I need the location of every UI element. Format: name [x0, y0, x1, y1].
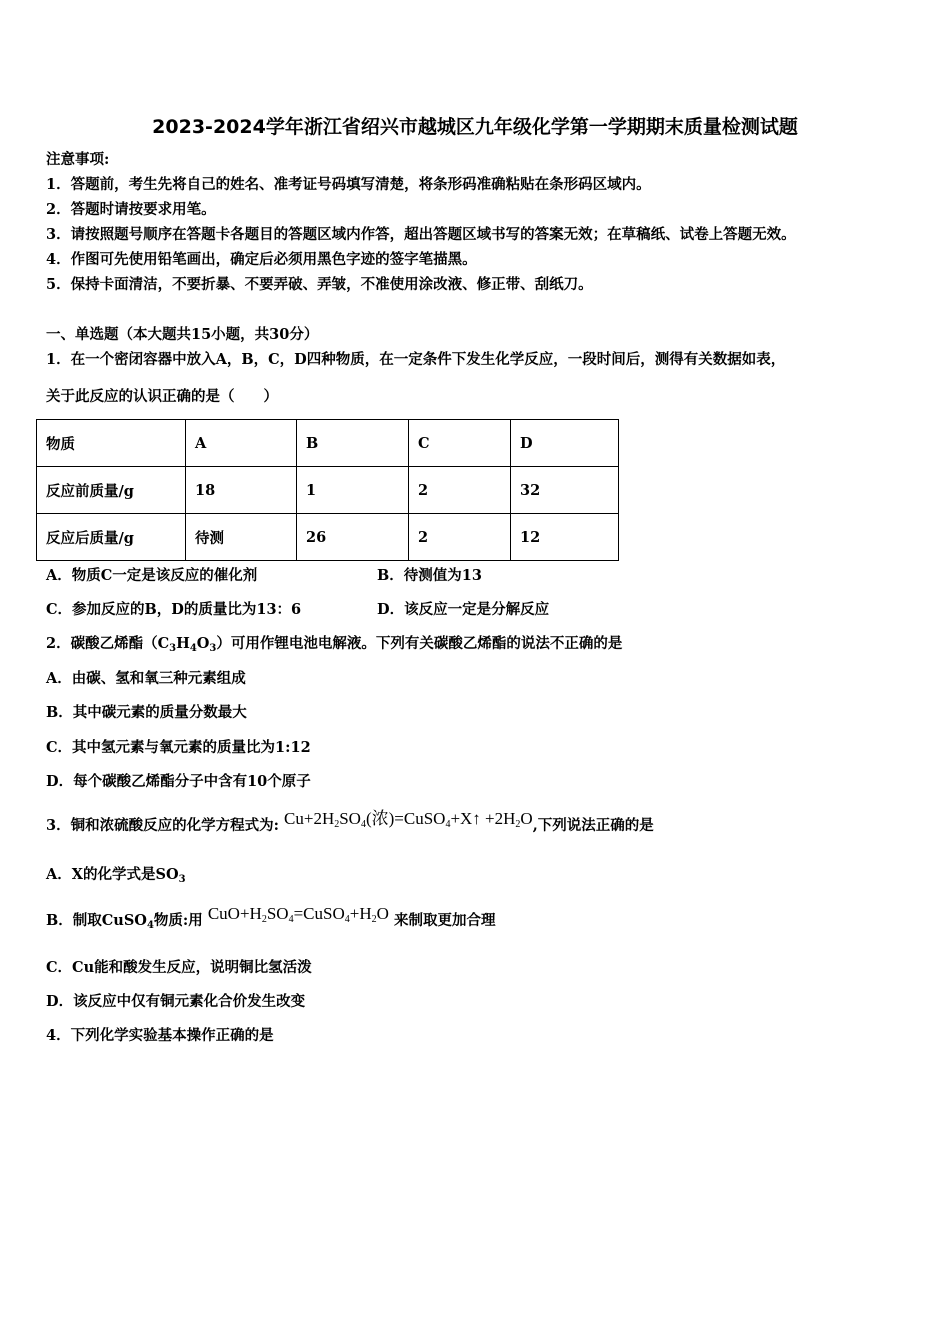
note-item-1: 1．答题前，考生先将自己的姓名、准考证号码填写清楚，将条形码准确粘贴在条形码区域内。 [46, 176, 651, 193]
page-title: 2023-2024学年浙江省绍兴市越城区九年级化学第一学期期末质量检测试题 [152, 116, 798, 138]
table-cell: 12 [511, 514, 619, 561]
table-cell: 26 [297, 514, 409, 561]
q1-option-b: B．待测值为13 [377, 567, 482, 584]
table-cell: 1 [297, 467, 409, 514]
table-cell: A [186, 420, 297, 467]
q3-option-d: D．该反应中仅有铜元素化合价发生改变 [46, 993, 306, 1010]
q1-option-c: C．参加反应的B，D的质量比为13：6 [46, 601, 302, 618]
note-item-2: 2．答题时请按要求用笔。 [46, 201, 216, 218]
table-cell: 2 [409, 467, 511, 514]
q2-stem: 2．碳酸乙烯酯$(C_3H_4O_3)$可用作锂电池电解液。下列有关碳酸乙烯酯的说法不正确的是 [46, 635, 623, 654]
table-cell: 2 [409, 514, 511, 561]
q3-equation: $Cu+2H_2SO_4$(浓)=CuSO$_4$+X↑ $+2H_2O$ [284, 809, 533, 830]
table-row [37, 467, 619, 514]
table-cell: 待测 [186, 514, 297, 561]
q3-option-b: B．制取CuSO$_4$物质:用 $CuO+H_2SO_4=CuSO_4+H_2O$ 来制取更加合理 [46, 904, 496, 931]
q2-option-a: A．由碳、氢和氧三种元素组成 [46, 670, 246, 687]
table-cell: 物质 [37, 420, 186, 467]
q2-option-c: C．其中氢元素与氧元素的质量比为1:12 [46, 739, 311, 756]
table-cell: 反应后质量/g [37, 514, 186, 561]
note-item-4: 4．作图可先使用铅笔画出，确定后必须用黑色字迹的签字笔描黑。 [46, 251, 477, 268]
q1-option-d: D．该反应一定是分解反应 [377, 601, 550, 618]
table-cell: D [511, 420, 619, 467]
q2-option-b: B．其中碳元素的质量分数最大 [46, 704, 247, 721]
note-item-5: 5．保持卡面清洁，不要折暴、不要弄破、弄皱，不准使用涂改液、修正带、刮纸刀。 [46, 276, 593, 293]
q3-option-c: C．Cu能和酸发生反应，说明铜比氢活泼 [46, 959, 312, 976]
note-item-3: 3．请按照题号顺序在答题卡各题目的答题区域内作答，超出答题区域书写的答案无效；在草稿纸、试卷上答题无效。 [46, 226, 796, 243]
table-row [37, 420, 619, 467]
table-cell: C [409, 420, 511, 467]
q1-data-table [36, 419, 619, 561]
q3-option-a: A．X的化学式是$SO_3$ [46, 866, 186, 885]
q3-stem: 3．铜和浓硫酸反应的化学方程式为: $Cu+2H_2SO_4$(浓)=CuSO$_4$+X↑ $+2H_2O$,下列说法正确的是 [46, 809, 654, 834]
table-cell: 32 [511, 467, 619, 514]
q4-stem: 4．下列化学实验基本操作正确的是 [46, 1027, 274, 1044]
q2-option-d: D．每个碳酸乙烯酯分子中含有10个原子 [46, 773, 311, 790]
table-row [37, 514, 619, 561]
table-cell: B [297, 420, 409, 467]
table-cell: 反应前质量/g [37, 467, 186, 514]
q1-stem-line1: 1．在一个密闭容器中放入A，B，C，D四种物质，在一定条件下发生化学反应，一段时间后，测得有关数据如表， [46, 351, 786, 368]
q1-option-a: A．物质C一定是该反应的催化剂 [46, 567, 258, 584]
section-heading: 一、单选题（本大题共15小题，共30分） [46, 326, 319, 343]
q1-stem-line2: 关于此反应的认识正确的是（ ） [46, 388, 278, 405]
table-cell: 18 [186, 467, 297, 514]
q3-option-b-equation: $CuO+H_2SO_4=CuSO_4+H_2O$ [207, 904, 389, 925]
notes-heading: 注意事项: [46, 151, 110, 168]
